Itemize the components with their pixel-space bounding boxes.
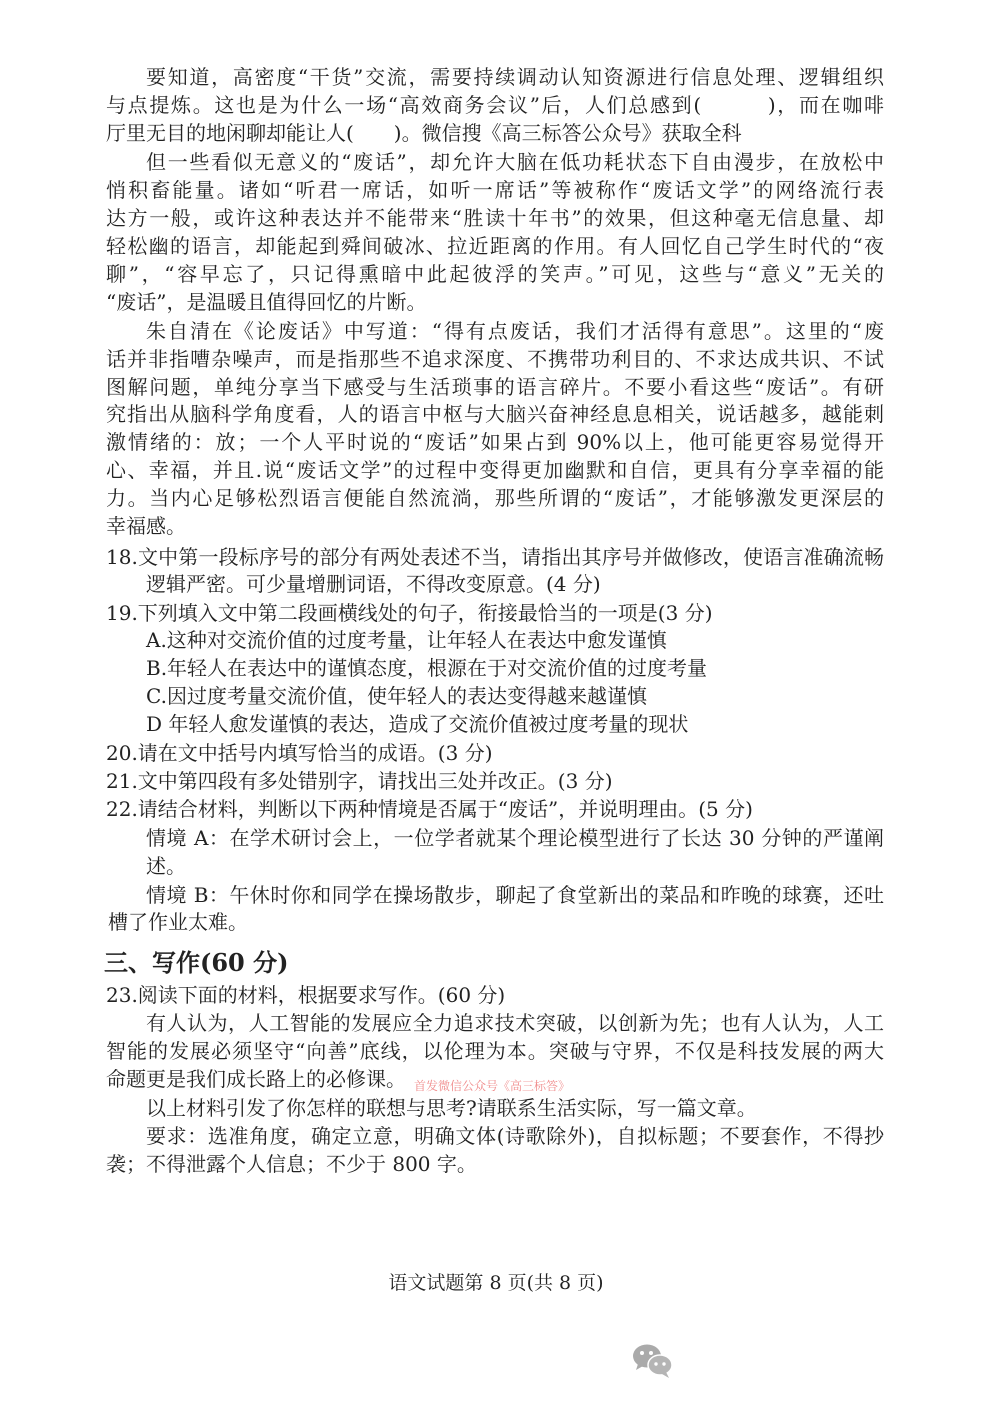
section-heading-writing: 三、写作(60 分) xyxy=(104,948,289,977)
passage-line: 激情绪的：放；一个人平时说的“废话”如果占到 90%以上，他可能更容易觉得开 xyxy=(106,430,884,454)
passage-line: 力。当内心足够松烈语言便能自然流淌，那些所谓的“废话”，才能够激发更深层的 xyxy=(106,486,884,510)
material-line: 命题更是我们成长路上的必修课。 xyxy=(106,1067,406,1091)
passage-line: 幸福感。 xyxy=(106,514,186,538)
situation-b-cont: 槽了作业太难。 xyxy=(108,910,248,934)
question-22: 22.请结合材料，判断以下两种情境是否属于“废话”，并说明理由。(5 分) xyxy=(106,797,753,821)
passage-line: 要知道，高密度“干货”交流，需要持续调动认知资源进行信息处理、逻辑组织 xyxy=(146,65,884,89)
option-d: D 年轻人愈发谨慎的表达，造成了交流价值被过度考量的现状 xyxy=(146,712,689,736)
option-b: B.年轻人在表达中的谨慎态度，根源在于对交流价值的过度考量 xyxy=(146,656,708,680)
page-footer: 语文试题第 8 页(共 8 页) xyxy=(388,1272,604,1294)
material-line: 智能的发展必须坚守“向善”底线，以伦理为本。突破与守界，不仅是科技发展的两大 xyxy=(106,1039,884,1063)
passage-line: 厅里无目的地闲聊却能让人( )。微信搜《高三标答公众号》获取全科 xyxy=(106,121,742,145)
passage-line: 但一些看似无意义的“废话”，却允许大脑在低功耗状态下自由漫步，在放松中 xyxy=(146,150,884,174)
question-23: 23.阅读下面的材料，根据要求写作。(60 分) xyxy=(106,983,506,1007)
situation-a: 情境 A：在学术研讨会上，一位学者就某个理论模型进行了长达 30 分钟的严谨阐 xyxy=(146,826,884,850)
option-a: A.这种对交流价值的过度考量，让年轻人在表达中愈发谨慎 xyxy=(146,628,667,652)
option-c: C.因过度考量交流价值，使年轻人的表达变得越来越谨慎 xyxy=(146,684,647,708)
material-line: 有人认为，人工智能的发展应全力追求技术突破，以创新为先；也有人认为，人工 xyxy=(146,1011,884,1035)
writing-prompt: 以上材料引发了你怎样的联想与思考?请联系生活实际，写一篇文章。 xyxy=(146,1096,757,1120)
situation-a-cont: 述。 xyxy=(146,854,186,878)
situation-b: 情境 B：午休时你和同学在操场散步，聊起了食堂新出的菜品和昨晚的球赛，还吐 xyxy=(146,883,884,907)
passage-line: 悄积畜能量。诸如“听君一席话，如听一席话”等被称作“废话文学”的网络流行表 xyxy=(106,178,884,202)
passage-line: 究指出从脑科学角度看，人的语言中枢与大脑兴奋神经息息相关，说话越多，越能刺 xyxy=(106,402,884,426)
question-19: 19.下列填入文中第二段画横线处的句子，衔接最恰当的一项是(3 分) xyxy=(106,601,713,625)
requirements-line: 袭；不得泄露个人信息；不少于 800 字。 xyxy=(106,1152,477,1176)
passage-line: 轻松幽的语言，却能起到舜间破冰、拉近距离的作用。有人回忆自己学生时代的“夜 xyxy=(106,234,884,258)
wechat-icon xyxy=(632,1343,674,1379)
question-20: 20.请在文中括号内填写恰当的成语。(3 分) xyxy=(106,741,493,765)
passage-line: 话并非指嘈杂噪声，而是指那些不追求深度、不携带功利目的、不求达成共识、不试 xyxy=(106,347,884,371)
passage-line: 达方一般，或许这种表达并不能带来“胜读十年书”的效果，但这种毫无信息量、却 xyxy=(106,206,884,230)
question-21: 21.文中第四段有多处错别字，请找出三处并改正。(3 分) xyxy=(106,769,613,793)
watermark-text: 首发微信公众号《高三标答》 xyxy=(414,1079,571,1093)
passage-line: 聊”，“容早忘了，只记得熏暗中此起彼浮的笑声。”可见，这些与“意义”无关的 xyxy=(106,262,884,286)
requirements-line: 要求：选准角度，确定立意，明确文体(诗歌除外)，自拟标题；不要套作，不得抄 xyxy=(146,1124,884,1148)
passage-line: 与点提炼。这也是为什么一场“高效商务会议”后，人们总感到( )，而在咖啡 xyxy=(106,93,884,117)
passage-line: 心、幸福，并且.说“废话文学”的过程中变得更加幽默和自信，更具有分享幸福的能 xyxy=(106,458,884,482)
passage-line: 朱自清在《论废话》中写道：“得有点废话，我们才活得有意思”。这里的“废 xyxy=(146,319,884,343)
passage-line: 图解问题，单纯分享当下感受与生活琐事的语言碎片。不要小看这些“废话”。有研 xyxy=(106,375,884,399)
question-18: 18.文中第一段标序号的部分有两处表述不当，请指出其序号并做修改，使语言准确流畅 xyxy=(106,545,884,569)
passage-line: “废话”，是温暖且值得回忆的片断。 xyxy=(106,290,427,314)
question-18-cont: 逻辑严密。可少量增删词语，不得改变原意。(4 分) xyxy=(146,572,601,596)
